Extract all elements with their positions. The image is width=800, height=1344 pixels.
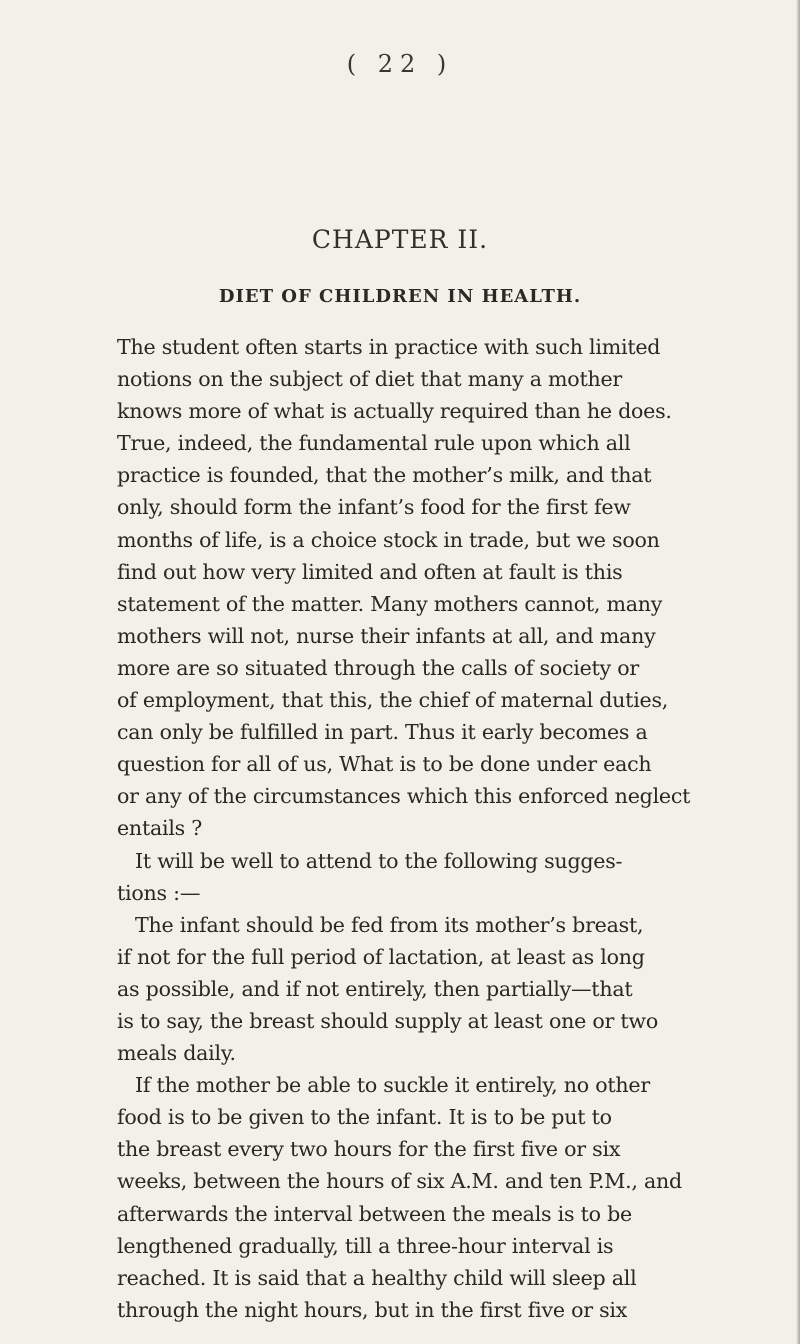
text-line: If the mother be able to suckle it entirely, no other	[135, 1073, 650, 1098]
text-line: afterwards the interval between the meals is to be	[117, 1201, 632, 1226]
text-line: mothers will not, nurse their infants at all, and many	[117, 623, 656, 648]
text-line: question for all of us, What is to be done under each	[117, 752, 652, 777]
text-line: statement of the matter. Many mothers cannot, many	[117, 591, 663, 616]
text-line: tions :—	[117, 880, 201, 905]
text-line: or any of the circumstances which this enforced neglect	[117, 784, 691, 809]
text-line: The infant should be fed from its mother’s breast,	[135, 912, 644, 937]
text-line: more are so situated through the calls of society or	[117, 655, 639, 680]
text-line: is to say, the breast should supply at least one or two	[117, 1008, 658, 1033]
text-line: knows more of what is actually required than he does.	[117, 399, 672, 424]
text-line: can only be fulfilled in part. Thus it early becomes a	[117, 720, 648, 745]
text-line: food is to be given to the infant. It is to be put to	[117, 1105, 612, 1130]
text-line: only, should form the infant’s food for the first few	[117, 495, 631, 520]
text-line: meals daily.	[117, 1041, 236, 1066]
chapter-title: CHAPTER II.	[311, 225, 489, 254]
text-line: True, indeed, the fundamental rule upon which all	[117, 431, 631, 456]
page-edge-shadow	[796, 0, 800, 1344]
text-line: The student often starts in practice with such limited	[117, 335, 661, 359]
text-line: the breast every two hours for the first five or six	[117, 1137, 621, 1162]
text-line: notions on the subject of diet that many a mother	[117, 367, 623, 392]
text-line: if not for the full period of lactation, at least as long	[117, 944, 645, 969]
text-line: find out how very limited and often at fault is this	[117, 559, 623, 584]
text-line: of employment, that this, the chief of maternal duties,	[117, 688, 669, 713]
page-number: ( 22 )	[346, 50, 454, 78]
text-line: lengthened gradually, till a three-hour interval is	[117, 1233, 614, 1258]
text-line: reached. It is said that a healthy child will sleep all	[117, 1265, 637, 1290]
text-line: entails ?	[117, 816, 203, 841]
text-line: weeks, between the hours of six A.M. and ten P.M., and	[117, 1169, 682, 1194]
text-line: months of life, is a choice stock in trade, but we soon	[117, 527, 660, 552]
body-text	[117, 331, 778, 1326]
text-line: It will be well to attend to the following sugges-	[135, 848, 623, 873]
section-title: DIET OF CHILDREN IN HEALTH.	[218, 286, 582, 307]
text-line: through the night hours, but in the first five or six	[117, 1297, 628, 1322]
text-line: practice is founded, that the mother’s milk, and that	[117, 463, 652, 488]
text-line: as possible, and if not entirely, then partially—that	[117, 976, 633, 1001]
